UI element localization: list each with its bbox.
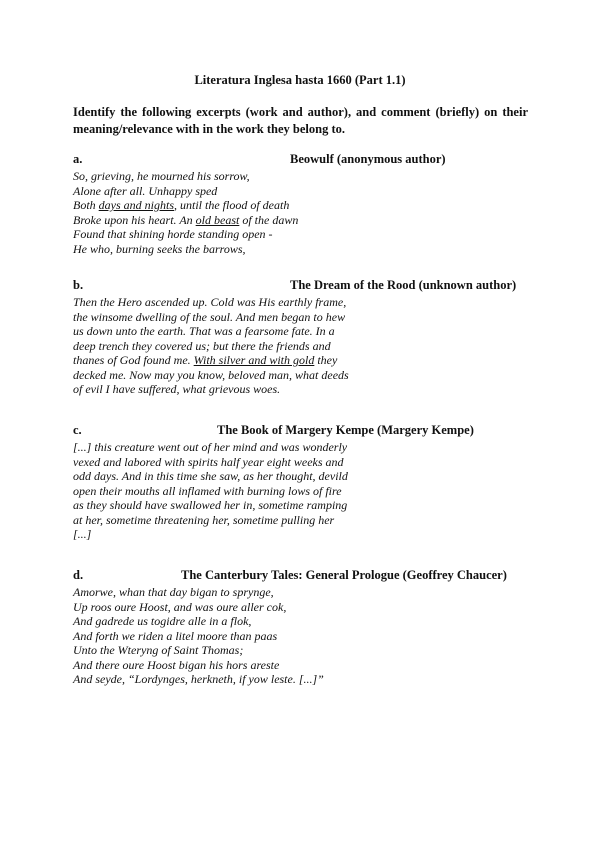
excerpt-lines: [73, 585, 533, 687]
excerpt-lines: [73, 440, 533, 542]
excerpt-section-a: [73, 152, 533, 256]
underlined-phrase: days and nights: [98, 198, 175, 212]
excerpt-line: as they should have swallowed her in, sometime ramping: [73, 498, 348, 512]
line-text: Both: [73, 198, 99, 212]
underlined-phrase: With silver and with gold: [193, 353, 315, 367]
excerpt-line: decked me. Now may you know, beloved man, what deeds: [73, 367, 349, 382]
instructions: Identify the following excerpts (work and author), and comment (briefly) on their meaning/relevance with in the work they belong to.: [73, 105, 528, 136]
page-title: Literatura Inglesa hasta 1660 (Part 1.1): [194, 73, 406, 87]
excerpt-letter: a.: [73, 152, 83, 166]
excerpt-line: And forth we riden a litel moore than paas: [73, 628, 278, 643]
excerpt-line: Found that shining horde standing open -: [73, 227, 273, 241]
excerpt-lines: [73, 169, 533, 256]
excerpt-line: So, grieving, he mourned his sorrow,: [73, 169, 250, 183]
excerpt-line: [73, 213, 533, 228]
excerpt-line: open their mouths all inflamed with burning lows of fire: [73, 483, 342, 498]
excerpt-line: Up roos oure Hoost, and was oure aller cok,: [73, 599, 287, 614]
excerpt-line: [73, 198, 533, 213]
excerpt-heading: The Canterbury Tales: General Prologue (Geoffrey Chaucer): [181, 568, 507, 582]
excerpt-line: And gadrede us togidre alle in a flok,: [73, 614, 252, 628]
excerpt-letter: b.: [73, 278, 84, 292]
excerpt-heading: The Book of Margery Kempe (Margery Kempe): [217, 423, 474, 437]
line-text: Broke upon his heart. An: [73, 212, 196, 227]
line-text: they: [314, 353, 338, 367]
excerpt-line: [73, 353, 533, 368]
excerpt-letter: d.: [73, 568, 84, 582]
excerpt-line: [...]: [73, 527, 92, 541]
excerpt-line: Alone after all. Unhappy sped: [73, 183, 218, 198]
excerpt-line: Then the Hero ascended up. Cold was His earthly frame,: [73, 295, 347, 309]
excerpt-section-c: [73, 423, 533, 542]
excerpt-line: at her, sometime threatening her, sometime pulling her: [73, 512, 335, 527]
excerpt-head: [73, 568, 533, 584]
excerpt-lines: [73, 295, 533, 397]
line-text: thanes of God found me.: [73, 353, 194, 367]
line-text: , until the flood of death: [174, 198, 290, 212]
excerpt-line: the winsome dwelling of the soul. And men began to hew: [73, 309, 346, 324]
excerpt-section-d: [73, 568, 533, 687]
excerpt-line: vexed and labored with spirits half year eight weeks and: [73, 454, 344, 469]
excerpt-line: Unto the Wteryng of Saint Thomas;: [73, 643, 244, 657]
excerpt-section-b: [73, 278, 533, 397]
excerpt-head: [73, 152, 533, 168]
excerpt-heading: Beowulf (anonymous author): [290, 152, 446, 166]
excerpt-line: And seyde, “Lordynges, herkneth, if yow leste. [...]”: [73, 672, 324, 686]
excerpt-line: odd days. And in this time she saw, as her thought, devild: [73, 469, 348, 483]
excerpt-line: of evil I have suffered, what grievous woes.: [73, 382, 281, 396]
excerpt-letter: c.: [73, 423, 82, 437]
excerpt-head: [73, 423, 533, 439]
excerpt-line: Amorwe, whan that day bigan to sprynge,: [73, 585, 274, 599]
excerpt-line: [...] this creature went out of her mind and was wonderly: [73, 440, 348, 454]
excerpt-line: deep trench they covered us; but there the friends and: [73, 338, 331, 353]
excerpt-line: And there oure Hoost bigan his hors areste: [73, 657, 280, 672]
underlined-phrase: old beast: [195, 212, 240, 227]
excerpt-line: us down unto the earth. That was a fearsome fate. In a: [73, 324, 335, 338]
excerpt-head: [73, 278, 533, 294]
excerpt-heading: The Dream of the Rood (unknown author): [290, 278, 517, 292]
line-text: of the dawn: [239, 212, 299, 227]
excerpt-line: He who, burning seeks the barrows,: [73, 241, 246, 256]
